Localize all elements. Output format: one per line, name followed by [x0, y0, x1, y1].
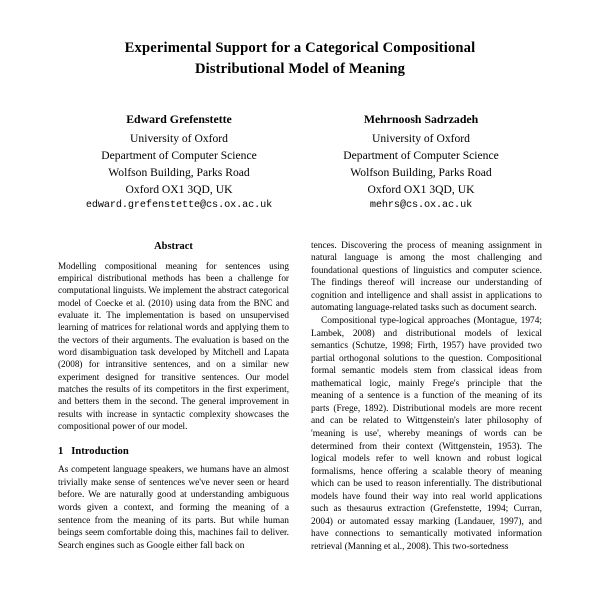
author-email[interactable]: edward.grefenstette@cs.ox.ac.uk — [85, 199, 273, 211]
author-name: Edward Grefenstette — [126, 112, 232, 127]
author-affiliation-line: Department of Computer Science — [343, 148, 499, 162]
section-1-number: 1 — [58, 446, 64, 458]
title-line-1: Experimental Support for a Categorical Compositional — [124, 40, 476, 56]
author-affiliation-line: University of Oxford — [372, 131, 470, 145]
author-affiliation-line: University of Oxford — [130, 131, 228, 145]
author-1 — [58, 111, 300, 213]
author-affiliation-line: Oxford OX1 3QD, UK — [367, 182, 475, 196]
right-paragraph-2: Compositional type-logical approaches (Montague, 1974; Lambek, 2008) and distributional models of lexical semantics (Schutze, 1998; Firth, 1957) have provided two partial orthogonal solutions to the question. Compositional formal semantic models stem from classical ideas from mathematical logic, mainly Frege's principle that the meaning of a sentence is a function of the meaning of its parts (Frege, 1892). Distributional models are more recent and can be related to Wittgenstein's later philosophy of 'meaning is use', whereby meanings of words can be determined from their context (Wittgenstein, 1953). The logical models refer to well known and robust logical formalisms, hence offering a scalable theory of meaning which can be used to reason inferentially. The distributional models have found their way into real world applications such as thesaurus extraction (Grefenstette, 1994; Curran, 2004) or automated essay marking (Landauer, 1997), and have connections to semantically motivated information retrieval (Manning et al., 2008). This two-sortedness — [311, 316, 542, 552]
abstract-body: Modelling compositional meaning for sentences using empirical distributional methods has been a challenge for computational linguists. We implement the abstract categorical model of Coecke et al. (2010) using data from the BNC and evaluate it. The implementation is based on unsupervised learning of matrices for relational words and applying them to the vectors of their arguments. The evaluation is based on the word disambiguation task developed by Mitchell and Lapata (2008) for intransitive sentences, and on a similar new experiment designed for transitive sentences. Our model matches the results of its competitors in the first experiment, and betters them in the second. The general improvement in results with increase in syntactic complexity showcases the compositional power of our model. — [58, 260, 290, 431]
author-affiliation-line: Wolfson Building, Parks Road — [350, 165, 492, 179]
title-line-2: Distributional Model of Meaning — [194, 61, 406, 78]
body-columns — [58, 240, 542, 554]
section-1-title: Introduction — [71, 446, 129, 458]
author-block — [58, 111, 542, 213]
abstract-heading: Abstract — [154, 240, 193, 252]
section-1-paragraph-1: As competent language speakers, we humans have an almost trivially make sense of sentences we've never seen or heard before. We are naturally good at understanding ambiguous words given a context, and forming the meaning of a sentence from the meaning of its parts. But while human beings seem comfortable doing this, machines fail to deliver. Search engines such as Google either fall back on — [58, 465, 289, 551]
section-1-heading — [58, 445, 289, 459]
author-name: Mehrnoosh Sadrzadeh — [363, 112, 479, 127]
author-2 — [300, 111, 542, 213]
author-email[interactable]: mehrs@cs.ox.ac.uk — [369, 199, 473, 211]
author-affiliation-line: Wolfson Building, Parks Road — [108, 165, 250, 179]
author-affiliation-line: Department of Computer Science — [101, 148, 257, 162]
right-paragraph-1: tences. Discovering the process of meaning assignment in natural language is among the most challenging and foundational questions of linguistics and computer science. The findings thereof will increase our understanding of cognition and intelligence and shall assist in applications to automating language-related tasks such as document search. — [311, 240, 542, 314]
page-title — [65, 38, 535, 80]
left-column — [58, 240, 289, 554]
right-column — [311, 240, 542, 554]
author-affiliation-line: Oxford OX1 3QD, UK — [125, 182, 233, 196]
